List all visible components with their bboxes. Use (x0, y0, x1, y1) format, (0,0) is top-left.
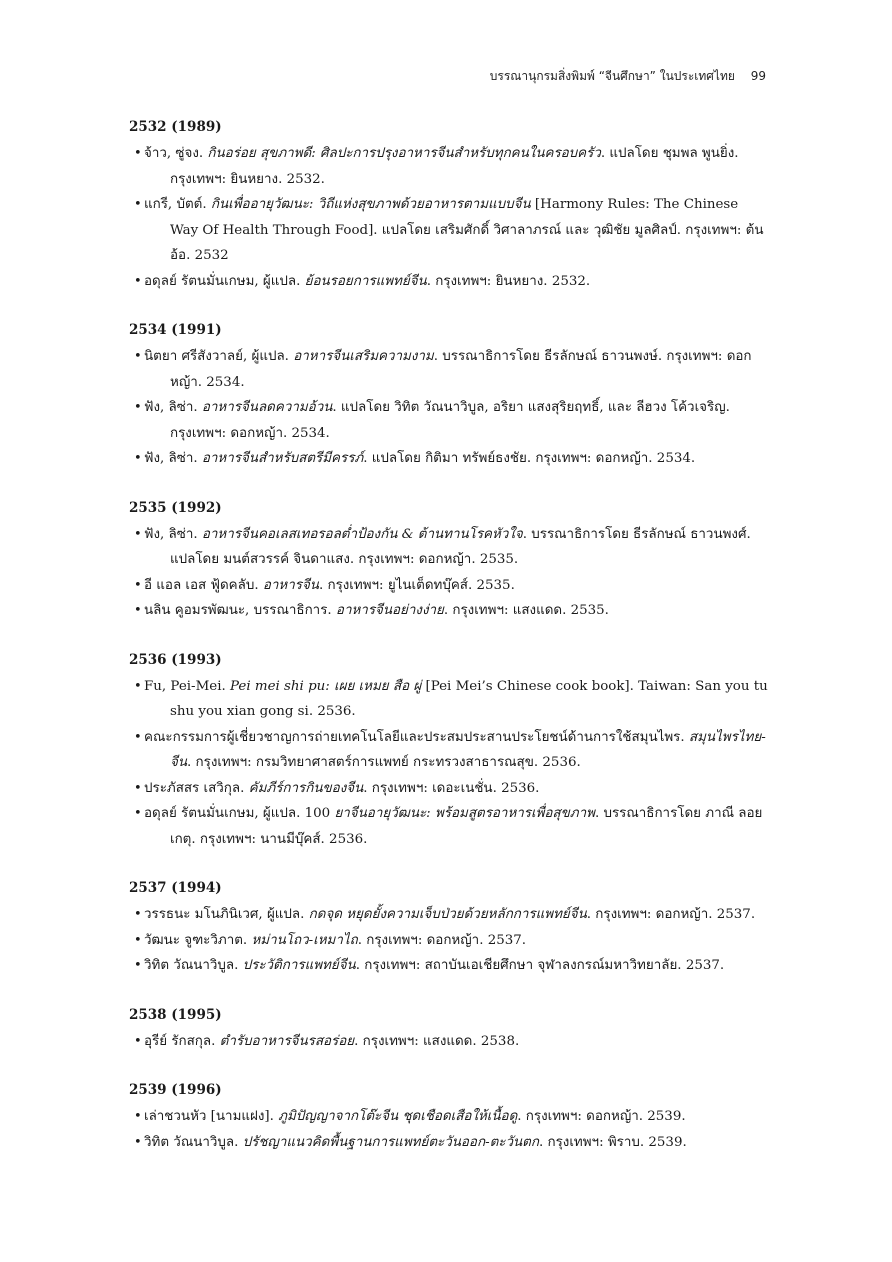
bibliography-entry (129, 1029, 769, 1055)
entry-publication: [Harmony Rules: The Chinese Way Of Health Through Food]. แปลโดย เสริมศักดิ์ วิศาลาภรณ์ และ วุฒิชัย มูลศิลป์. กรุงเทพฯ: ต้นอ้อ. 2532 (170, 197, 764, 263)
entry-list (129, 1029, 769, 1055)
entry-publication: . กรุงเทพฯ: สถาบันเอเชียศึกษา จุฬาลงกรณ์มหาวิทยาลัย. 2537. (355, 958, 725, 973)
year-heading: 2538 (1995) (129, 1006, 222, 1023)
page-number: 99 (750, 69, 766, 83)
year-section (129, 880, 769, 979)
bibliography-entry (129, 344, 769, 395)
entry-publication: . กรุงเทพฯ: ดอกหญ้า. 2537. (357, 932, 527, 948)
entry-publication: . บรรณาธิการโดย ภาณี ลอยเกตุ. กรุงเทพฯ: นานมีบุ๊คส์. 2536. (170, 806, 763, 847)
entry-title: คัมภีร์การกินของจีน (248, 780, 364, 796)
entry-title: อาหารจีนเสริมความงาม (293, 349, 434, 364)
entry-author: นลิน คูอมรพัฒนะ, บรรณาธิการ. (144, 603, 336, 618)
year-section (129, 1007, 769, 1055)
bibliography-body (129, 119, 769, 1183)
entry-publication: . แปลโดย วิทิต วัณนาวิบูล, อริยา แสงสุริยฤทธิ์, และ ลีฮวง โค้วเจริญ. กรุงเทพฯ: ดอกหญ้า. 2534. (170, 400, 730, 441)
entry-title: อาหารจีนลดความอ้วน (201, 400, 333, 415)
year-heading: 2534 (1991) (129, 322, 222, 338)
entry-title: ประวัติการแพทย์จีน (242, 958, 356, 973)
entry-author: อดุลย์ รัตนมั่นเกษม, ผู้แปล. 100 (144, 806, 335, 821)
entry-publication: . กรุงเทพฯ: ดอกหญ้า. 2539. (517, 1109, 686, 1124)
entry-title: สมุนไพรไทย-จีน (170, 729, 766, 770)
entry-publication: . กรุงเทพฯ: กรมวิทยาศาสตร์การแพทย์ กระทรวงสาธารณสุข. 2536. (187, 755, 581, 770)
entry-title: หม่านโถว-เหมาไถ (251, 932, 358, 948)
bibliography-entry (129, 598, 769, 624)
entry-title: กดจุด หยุดยั้งความเจ็บป่วยด้วยหลักการแพทย์จีน (308, 907, 587, 922)
bibliography-entry (129, 776, 769, 802)
entry-author: คณะกรรมการผู้เชี่ยวชาญการถ่ายเทคโนโลยีและประสมประสานประโยชน์ด้านการใช้สมุนไพร. (144, 729, 689, 745)
entry-publication: . กรุงเทพฯ: แสงแดด. 2535. (443, 603, 609, 618)
year-section (129, 322, 769, 472)
entry-publication: . กรุงเทพฯ: ดอกหญ้า. 2537. (586, 907, 756, 922)
entry-author: จ้าว, ซู่จง. (144, 146, 208, 161)
entry-list (129, 344, 769, 472)
entry-list (129, 1104, 769, 1155)
entry-author: อุรีย์ รักสกุล. (144, 1033, 220, 1049)
entry-title: อาหารจีนอย่างง่าย (335, 603, 444, 618)
entry-author: อี แอล เอส ฟู้ดคลับ. (144, 577, 263, 593)
entry-publication: . กรุงเทพฯ: ยินหยาง. 2532. (426, 273, 591, 289)
year-heading: 2537 (1994) (129, 880, 222, 896)
entry-author: วิทิต วัณนาวิบูล. (144, 1134, 243, 1150)
bibliography-entry (129, 725, 769, 776)
entry-author: Fu, Pei-Mei. (144, 678, 230, 694)
bibliography-entry (129, 192, 769, 269)
bibliography-entry (129, 928, 769, 954)
year-section (129, 1082, 769, 1155)
entry-title: กินอร่อย สุขภาพดี: ศิลปะการปรุงอาหารจีนสำหรับทุกคนในครอบครัว (207, 146, 601, 161)
entry-title: กินเพื่ออายุวัฒนะ: วิถีแห่งสุขภาพด้วยอาหารตามแบบจีน (210, 197, 531, 212)
entry-title: ยาจีนอายุวัฒนะ: พร้อมสูตรอาหารเพื่อสุขภาพ (334, 806, 595, 821)
entry-publication: . แปลโดย ชุมพล พูนยิ่ง. กรุงเทพฯ: ยินหยาง. 2532. (170, 146, 739, 187)
entry-publication: . บรรณาธิการโดย ธีรลักษณ์ ธาวนพงศ์. แปลโดย มนต์สวรรค์ จินดาแสง. กรุงเทพฯ: ดอกหญ้า. 2535. (170, 526, 751, 567)
entry-publication: . แปลโดย กิติมา ทรัพย์ธงชัย. กรุงเทพฯ: ดอกหญ้า. 2534. (363, 451, 696, 466)
entry-author: ฟัง, ลิซ่า. (144, 451, 202, 466)
bibliography-entry (129, 674, 769, 725)
bibliography-entry (129, 395, 769, 446)
running-header-title: บรรณานุกรมสิ่งพิมพ์ “จีนศึกษา” ในประเทศไทย (489, 69, 735, 83)
entry-title: อาหารจีน (262, 577, 319, 593)
entry-author: นิตยา ศรีสังวาลย์, ผู้แปล. (144, 349, 294, 364)
bibliography-entry (129, 953, 769, 979)
entry-publication: . กรุงเทพฯ: แสงแดด. 2538. (354, 1033, 520, 1049)
year-heading: 2532 (1989) (129, 119, 222, 135)
entry-title: ย้อนรอยการแพทย์จีน (304, 273, 427, 289)
entry-list (129, 674, 769, 853)
entry-title: ตำรับอาหารจีนรสอร่อย (219, 1033, 355, 1049)
bibliography-entry (129, 269, 769, 295)
year-section (129, 652, 769, 853)
entry-title: ภูมิปัญญาจากโต๊ะจีน ชุดเชือดเสือให้เนื้อดู (278, 1109, 518, 1124)
entry-author: ประภัสสร เสวิกุล. (144, 780, 249, 796)
entry-list (129, 522, 769, 624)
entry-author: อดุลย์ รัตนมั่นเกษม, ผู้แปล. (144, 273, 305, 289)
entry-author: ฟัง, ลิซ่า. (144, 526, 202, 542)
entry-author: วรรธนะ มโนภินิเวศ, ผู้แปล. (144, 907, 309, 922)
bibliography-entry (129, 801, 769, 852)
entry-author: ฟัง, ลิซ่า. (144, 400, 202, 415)
entry-author: วิทิต วัณนาวิบูล. (144, 958, 243, 973)
bibliography-entry (129, 902, 769, 928)
year-section (129, 500, 769, 624)
entry-title: อาหารจีนคอเลสเทอรอลต่ำป้องกัน & ต้านทานโรคหัวใจ (201, 526, 523, 542)
entry-publication: [Pei Mei’s Chinese cook book]. Taiwan: San you tu shu you xian gong si. 2536. (170, 678, 768, 719)
entry-author: เล่าชวนหัว [นามแฝง]. (144, 1109, 279, 1124)
entry-publication: . บรรณาธิการโดย ธีรลักษณ์ ธาวนพงษ์. กรุงเทพฯ: ดอกหญ้า. 2534. (170, 349, 752, 390)
running-header (490, 67, 766, 86)
entry-author: วัฒนะ จูฑะวิภาต. (144, 932, 252, 948)
bibliography-entry (129, 1130, 769, 1156)
entry-publication: . กรุงเทพฯ: เดอะเนชั่น. 2536. (363, 780, 540, 796)
entry-list (129, 141, 769, 294)
bibliography-entry (129, 573, 769, 599)
bibliography-entry (129, 1104, 769, 1130)
bibliography-entry (129, 446, 769, 472)
bibliography-entry (129, 522, 769, 573)
year-heading: 2539 (1996) (129, 1082, 222, 1098)
bibliography-entry (129, 141, 769, 192)
entry-title: Pei mei shi pu: เผย เหมย สือ ผู่ (230, 678, 422, 694)
year-section (129, 119, 769, 294)
entry-title: ปรัชญาแนวคิดพื้นฐานการแพทย์ตะวันออก-ตะวันตก (242, 1134, 539, 1150)
entry-title: อาหารจีนสำหรับสตรีมีครรภ์ (201, 451, 364, 466)
year-heading: 2535 (1992) (129, 499, 222, 516)
entry-list (129, 902, 769, 979)
entry-publication: . กรุงเทพฯ: พิราบ. 2539. (538, 1134, 687, 1150)
year-heading: 2536 (1993) (129, 651, 222, 668)
entry-author: แกรี, บัตต์. (144, 197, 211, 212)
entry-publication: . กรุงเทพฯ: ยูไนเต็ดทบุ๊คส์. 2535. (318, 577, 515, 593)
